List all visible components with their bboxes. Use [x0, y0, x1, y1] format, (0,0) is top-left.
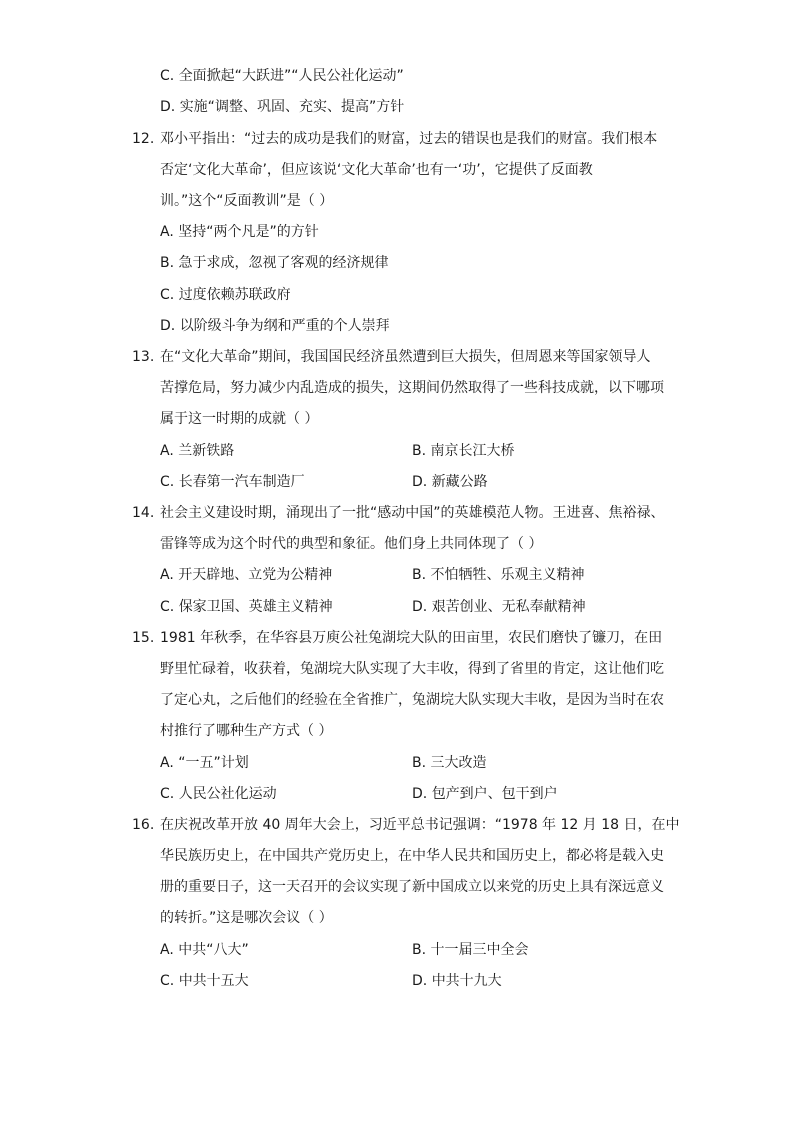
q15-option-a[interactable]: A. “一五”计划 — [160, 755, 249, 771]
q16-stem-line-4: 的转折。”这是哪次会议（ ） — [160, 910, 333, 926]
q12-option-c[interactable]: C. 过度依赖苏联政府 — [160, 287, 291, 303]
q15-stem-line-4: 村推行了哪种生产方式（ ） — [160, 723, 333, 739]
q15-option-b[interactable]: B. 三大改造 — [412, 755, 487, 771]
q11-option-d[interactable]: D. 实施“调整、巩固、充实、提高”方针 — [160, 99, 405, 115]
q12-option-a[interactable]: A. 坚持“两个凡是”的方针 — [160, 224, 319, 240]
q13-option-b[interactable]: B. 南京长江大桥 — [412, 443, 515, 459]
q15-option-c[interactable]: C. 人民公社化运动 — [160, 786, 277, 802]
q16-option-b[interactable]: B. 十一届三中全会 — [412, 942, 529, 958]
q12-stem-line-2: 否定‘文化大革命’，但应该说‘文化大革命’也有一‘功’，它提供了反面教 — [160, 162, 593, 178]
q12-stem-line-3: 训。”这个“反面教训”是（ ） — [160, 193, 334, 209]
q15-number: 15. — [132, 630, 155, 646]
q11-option-c[interactable]: C. 全面掀起“大跃进”“人民公社化运动” — [160, 68, 404, 84]
q14-option-b[interactable]: B. 不怕牺牲、乐观主义精神 — [412, 567, 585, 583]
q16-stem-line-1: 在庆祝改革开放 40 周年大会上，习近平总书记强调：“1978 年 12 月 18 日，在中 — [160, 817, 680, 833]
q15-stem-line-1: 1981 年秋季，在华容县万庾公社兔湖垸大队的田亩里，农民们磨快了镰刀，在田 — [160, 630, 663, 646]
q12-number: 12. — [132, 131, 155, 147]
q14-option-d[interactable]: D. 艰苦创业、无私奉献精神 — [412, 599, 586, 615]
q14-option-c[interactable]: C. 保家卫国、英雄主义精神 — [160, 599, 333, 615]
q16-option-d[interactable]: D. 中共十九大 — [412, 973, 502, 989]
q12-option-d[interactable]: D. 以阶级斗争为纲和严重的个人崇拜 — [160, 318, 390, 334]
q14-option-a[interactable]: A. 开天辟地、立党为公精神 — [160, 567, 333, 583]
q15-option-d[interactable]: D. 包产到户、包干到户 — [412, 786, 558, 802]
q16-stem-line-2: 华民族历史上，在中国共产党历史上，在中华人民共和国历史上，都必将是载入史 — [160, 848, 664, 864]
q15-stem-line-3: 了定心丸，之后他们的经验在全省推广，兔湖垸大队实现大丰收，是因为当时在农 — [160, 692, 664, 708]
q13-option-a[interactable]: A. 兰新铁路 — [160, 443, 235, 459]
q15-stem-line-2: 野里忙碌着，收获着，兔湖垸大队实现了大丰收，得到了省里的肯定，这让他们吃 — [160, 661, 664, 677]
q13-stem-line-1: 在“文化大革命”期间，我国国民经济虽然遭到巨大损失，但周恩来等国家领导人 — [160, 349, 651, 365]
q13-option-c[interactable]: C. 长春第一汽车制造厂 — [160, 474, 305, 490]
q16-stem-line-3: 册的重要日子，这一天召开的会议实现了新中国成立以来党的历史上具有深远意义 — [160, 879, 664, 895]
q12-option-b[interactable]: B. 急于求成，忽视了客观的经济规律 — [160, 255, 389, 271]
q12-stem-line-1: 邓小平指出：“过去的成功是我们的财富，过去的错误也是我们的财富。我们根本 — [160, 131, 658, 147]
q13-number: 13. — [132, 349, 155, 365]
q16-number: 16. — [132, 817, 155, 833]
q16-option-c[interactable]: C. 中共十五大 — [160, 973, 249, 989]
q16-option-a[interactable]: A. 中共“八大” — [160, 942, 249, 958]
q14-number: 14. — [132, 505, 155, 521]
q13-option-d[interactable]: D. 新藏公路 — [412, 474, 488, 490]
q14-stem-line-2: 雷锋等成为这个时代的典型和象征。他们身上共同体现了（ ） — [160, 536, 543, 552]
q13-stem-line-3: 属于这一时期的成就（ ） — [160, 411, 319, 427]
q14-stem-line-1: 社会主义建设时期，涌现出了一批“感动中国”的英雄模范人物。王进喜、焦裕禄、 — [160, 505, 665, 521]
q13-stem-line-2: 苦撑危局，努力减少内乱造成的损失，这期间仍然取得了一些科技成就，以下哪项 — [160, 380, 664, 396]
